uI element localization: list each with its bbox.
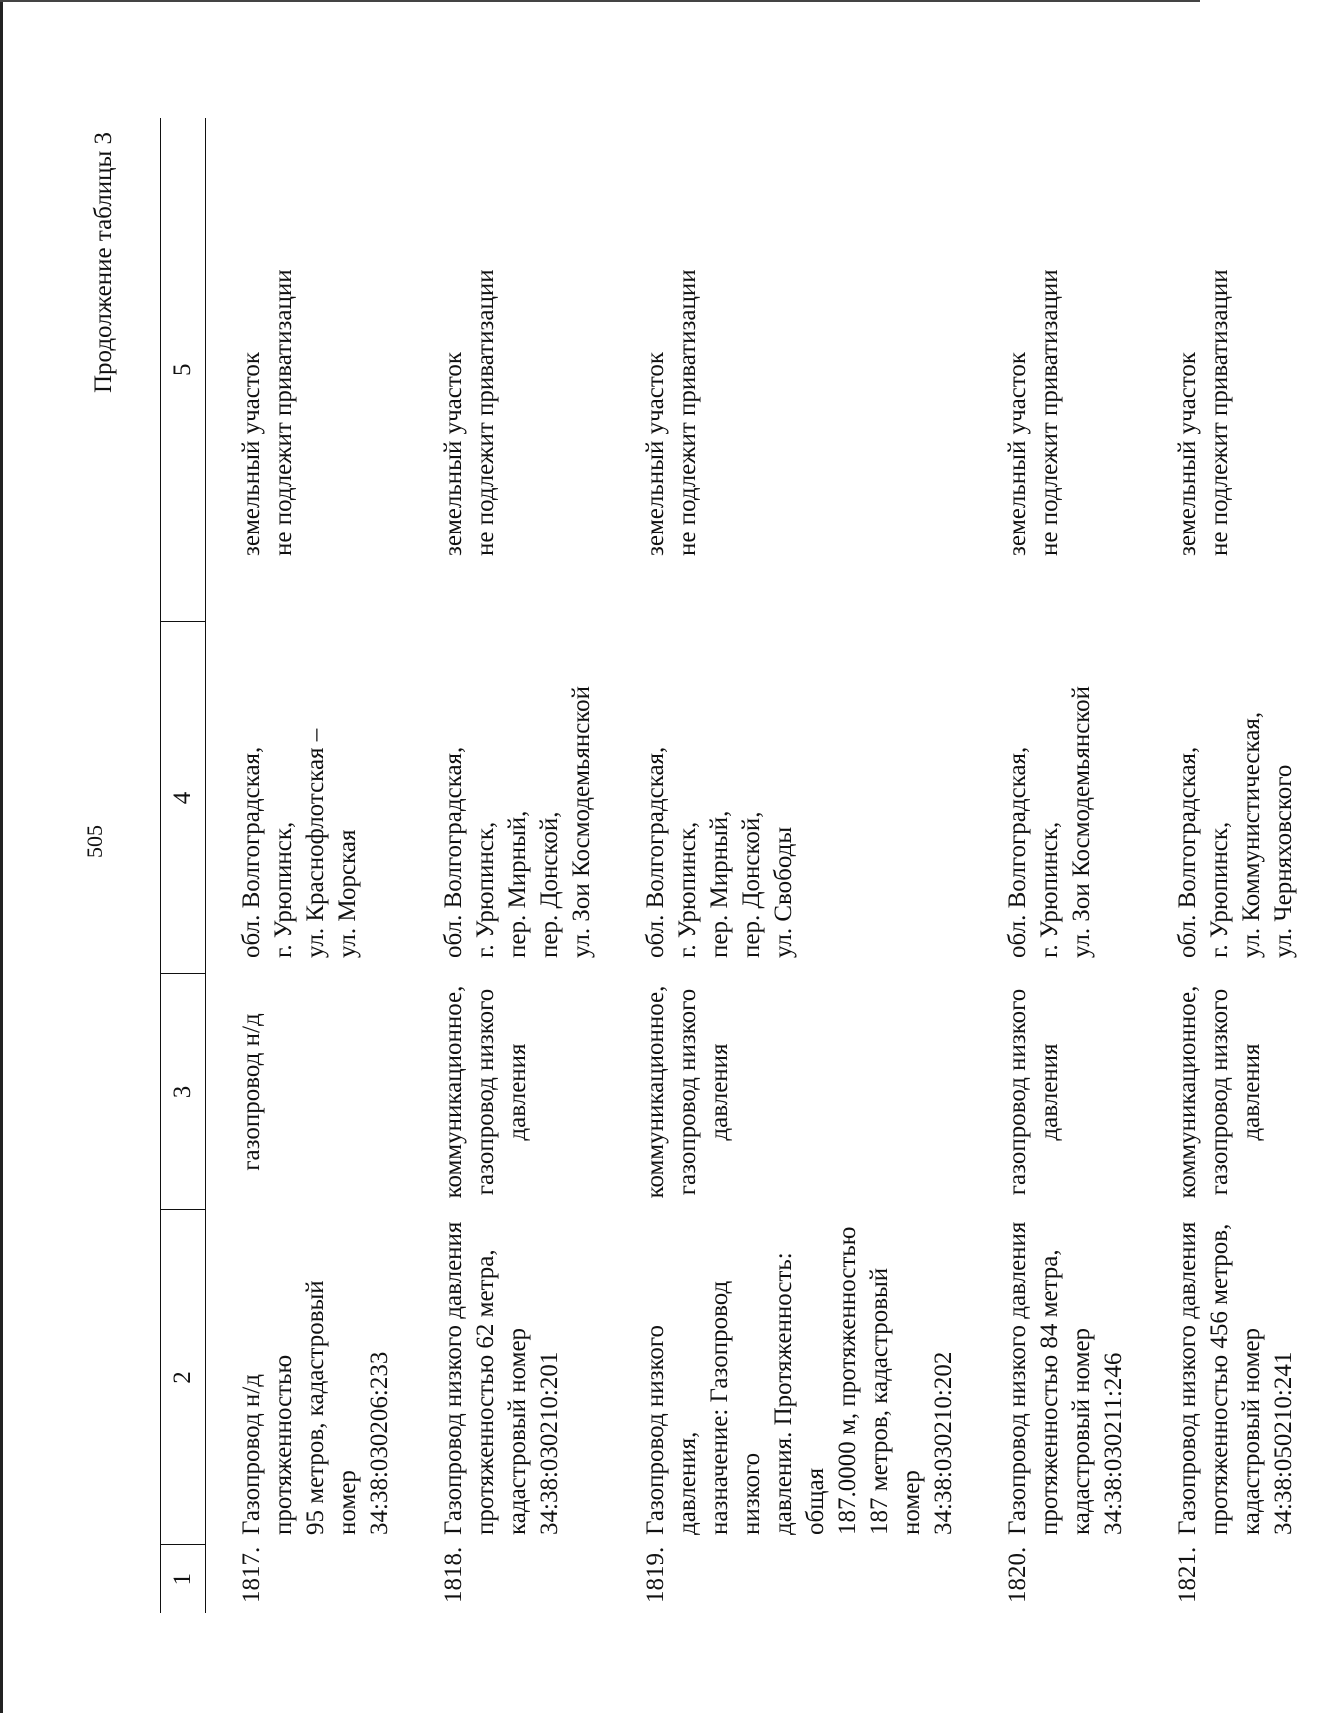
object-note: земельный участок не подлежит приватизации: [238, 269, 297, 556]
table-row: [1172, 118, 1342, 1613]
column-header-5: 5: [161, 118, 206, 622]
column-header-2: 2: [161, 1210, 206, 1545]
table-header-row: [161, 118, 206, 1613]
object-note: земельный участок не подлежит приватизации: [1174, 269, 1233, 556]
object-address: обл. Волгоградская, г. Урюпинск, ул. Краснофлотская – ул. Морская: [238, 728, 361, 958]
table-row: [1002, 118, 1172, 1613]
property-table: [160, 118, 1342, 1613]
row-number: 1821.: [1174, 1546, 1201, 1603]
object-type: коммуникационное, газопровод низкого давления: [1174, 985, 1265, 1199]
object-description: Газопровод низкого давления протяженностью 62 метра, кадастровый номер 34:38:030210:201: [440, 1221, 563, 1535]
row-number: 1820.: [1004, 1546, 1031, 1603]
object-description: Газопровод низкого давления протяженностью 84 метра, кадастровый номер 34:38:030211:246: [1004, 1221, 1127, 1535]
object-note: земельный участок не подлежит приватизации: [440, 269, 499, 556]
object-address: обл. Волгоградская, г. Урюпинск, ул. Коммунистическая, ул. Черняховского: [1174, 711, 1297, 958]
object-type: газопровод н/д: [238, 1013, 265, 1171]
object-type: газопровод низкого давления: [1004, 988, 1063, 1196]
row-number: 1819.: [642, 1546, 669, 1603]
object-description: Газопровод н/д протяженностью 95 метров, кадастровый номер 34:38:030206:233: [238, 1280, 393, 1535]
table-row: [640, 118, 1002, 1613]
table-row: [206, 118, 439, 1613]
column-header-4: 4: [161, 622, 206, 974]
column-header-1: 1: [161, 1545, 206, 1613]
table-row: [438, 118, 640, 1613]
object-description: Газопровод низкого давления протяженностью 456 метров, кадастровый номер 34:38:050210:241: [1174, 1221, 1297, 1535]
page-number: 505: [82, 825, 107, 858]
object-description: Газопровод низкого давления, назначение: Газопровод низкого давления. Протяженность: общая 187.0000 м, протяженностью 187 метров, кадастровый номер 34:38:030210:202: [642, 1226, 957, 1535]
table-caption: Продолжение таблицы 3: [90, 131, 117, 393]
object-type: коммуникационное, газопровод низкого давления: [642, 985, 733, 1199]
row-number: 1818.: [440, 1546, 467, 1603]
row-number: 1817.: [238, 1546, 265, 1603]
object-note: земельный участок не подлежит приватизации: [1004, 269, 1063, 556]
object-note: земельный участок не подлежит приватизации: [642, 269, 701, 556]
object-type: коммуникационное, газопровод низкого давления: [440, 985, 531, 1199]
column-header-3: 3: [161, 974, 206, 1210]
object-address: обл. Волгоградская, г. Урюпинск, ул. Зои Космодемьянской: [1004, 685, 1095, 958]
object-address: обл. Волгоградская, г. Урюпинск, пер. Мирный, пер. Донской, ул. Зои Космодемьянской: [440, 685, 595, 958]
object-address: обл. Волгоградская, г. Урюпинск, пер. Мирный, пер. Донской, ул. Свободы: [642, 746, 797, 958]
